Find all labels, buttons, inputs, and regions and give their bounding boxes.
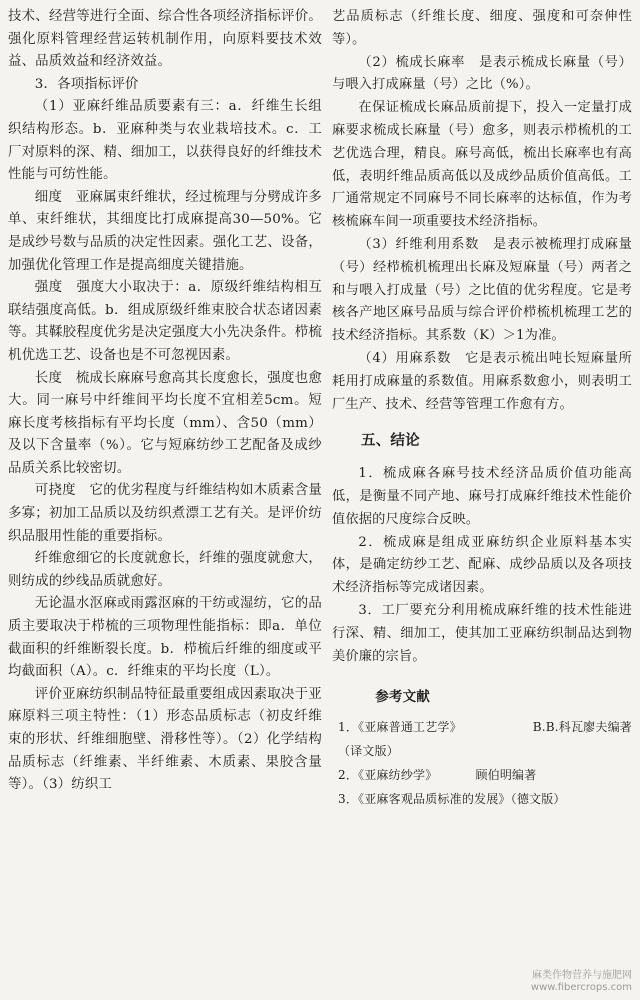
paragraph-strength: 强度 强度大小取决于：a．原级纤维结构相互联结强度高低。b．组成原级纤维束胶合状态诸因素等。其鞣胶程度优劣是决定强度大小先决条件。栉梳机优选工艺、设备也是不可忽视因素。 <box>8 280 322 363</box>
reference-title: 2．《亚麻纺纱学》 <box>338 768 438 783</box>
paragraph-flexibility: 可挠度 它的优劣程度与纤维结构如木质素含量多寡；初加工品质以及纺织煮漂工艺有关。是评价纺织品服用性能的重要指标。 <box>8 483 322 544</box>
paragraph: 技术、经营等进行全面、综合性各项经济指标评价。强化原料管理经营运转机制作用，向原料要技术效益、品质效益和经济效益。 <box>8 9 322 70</box>
reference-item <box>332 763 632 787</box>
reference-author: B.B.科瓦廖夫编著 <box>532 720 632 735</box>
paragraph-length: 长度 梳成长麻麻号愈高其长度愈长，强度也愈大。同一麻号中纤维间平均长度不宜相差5cm。短麻长度考核指标有平均长度（mm）、含50（mm）及以下含量率（%）。它与短麻纺纱工艺配备及成纱品质关系比较密切。 <box>8 370 322 476</box>
paragraph-usage-coefficient: （4）用麻系数 它是表示梳出吨长短麻量所耗用打成麻量的系数值。用麻系数愈小，则表明工厂生产、技术、经营等管理工作愈有方。 <box>332 350 632 412</box>
reference-item <box>332 787 632 811</box>
section-subheading: 3．各项指标评价 <box>34 76 139 92</box>
left-column <box>8 6 322 797</box>
watermark-site-name: 麻类作物营养与施肥网 <box>532 970 632 981</box>
paragraph-utilization-coefficient: （3）纤维利用系数 是表示被梳理打成麻量（号）经栉梳机梳理出长麻及短麻量（号）两者之和与喂入打成量（号）之比值的优劣程度。它是考核各产地区麻号品质与综合评价栉梳机梳理工艺的技术经济指标。其系数（K）＞1为准。 <box>332 236 632 344</box>
right-column <box>332 6 632 811</box>
reference-title: 3．《亚麻客观品质标准的发展》（德文版） <box>338 792 566 807</box>
paragraph: 纤维愈细它的长度就愈长，纤维的强度就愈大，则纺成的纱线品质就愈好。 <box>8 551 322 589</box>
conclusion-heading: 五、结论 <box>361 432 420 450</box>
reference-edition: （译文版） <box>338 744 400 759</box>
reference-title: 1．《亚麻普通工艺学》 <box>338 720 462 735</box>
reference-item <box>332 715 632 739</box>
references-heading: 参考文献 <box>375 689 430 706</box>
paragraph-fineness: 细度 亚麻属束纤维状，经过梳理与分劈成许多单、束纤维状，其细度比打成麻提高30—50%。它是成纱号数与品质的决定性因素。强化工艺、设备，加强优化管理工作是提高细度关键措施。 <box>8 189 322 273</box>
paragraph: 在保证梳成长麻品质前提下，投入一定量打成麻要求梳成长麻量（号）愈多，则表示栉梳机的工艺优选合理，精良。麻号高低，梳出长麻率也有高低，表明纤维品质高低以及成纱品质价值高低。工厂通常规定不同麻号不同长麻率的达标值，作为考核梳麻车间一项重要技术经济指标。 <box>332 100 632 230</box>
site-watermark <box>531 970 632 994</box>
paragraph-long-fiber-rate: （2）梳成长麻率 是表示梳成长麻量（号）与喂入打成麻量（号）之比（%）。 <box>332 54 632 93</box>
conclusion-item: 2．梳成麻是组成亚麻纺织企业原料基本实体，是确定纺纱工艺、配麻、成纱品质以及各项技术经济指标等完成诸因素。 <box>332 534 632 596</box>
watermark-url: www.fibercrops.com <box>530 982 632 993</box>
paragraph: 无论温水沤麻或雨露沤麻的干纺或湿纺，它的品质主要取决于栉梳的三项物理性能指标：即a．单位截面积的纤维断裂长度。b．栉梳后纤维的细度或平均截面积（A）。c．纤维束的平均长度（L）。 <box>8 596 322 680</box>
paragraph: 艺品质标志（纤维长度、细度、强度和可奈伸性等）。 <box>332 9 632 47</box>
paragraph: （1）亚麻纤维品质要素有三：a．纤维生长组织结构形态。b．亚麻种类与农业栽培技术。c．工厂对原料的深、精、细加工，以获得良好的纤维技术性能与可纺性能。 <box>8 99 322 183</box>
reference-note <box>332 739 632 763</box>
conclusion-item: 3．工厂要充分利用梳成麻纤维的技术性能进行深、精、细加工，使其加工亚麻纺织制品达到物美价廉的宗旨。 <box>332 602 632 664</box>
conclusion-item: 1．梳成麻各麻号技术经济品质价值功能高低，是衡量不同产地、麻号打成麻纤维技术性能价值依据的尺度综合反映。 <box>332 466 632 527</box>
paragraph: 评价亚麻纺织制品特征最重要组成因素取决于亚麻原料三项主特性：（1）形态品质标志（初皮纤维束的形状、纤维细胞壁、滑移性等）。（2）化学结构品质标志（纤维素、半纤维素、木质素、果胶含量等）。（3）纺织工 <box>8 686 322 793</box>
reference-author: 顾伯明编著 <box>475 768 537 783</box>
